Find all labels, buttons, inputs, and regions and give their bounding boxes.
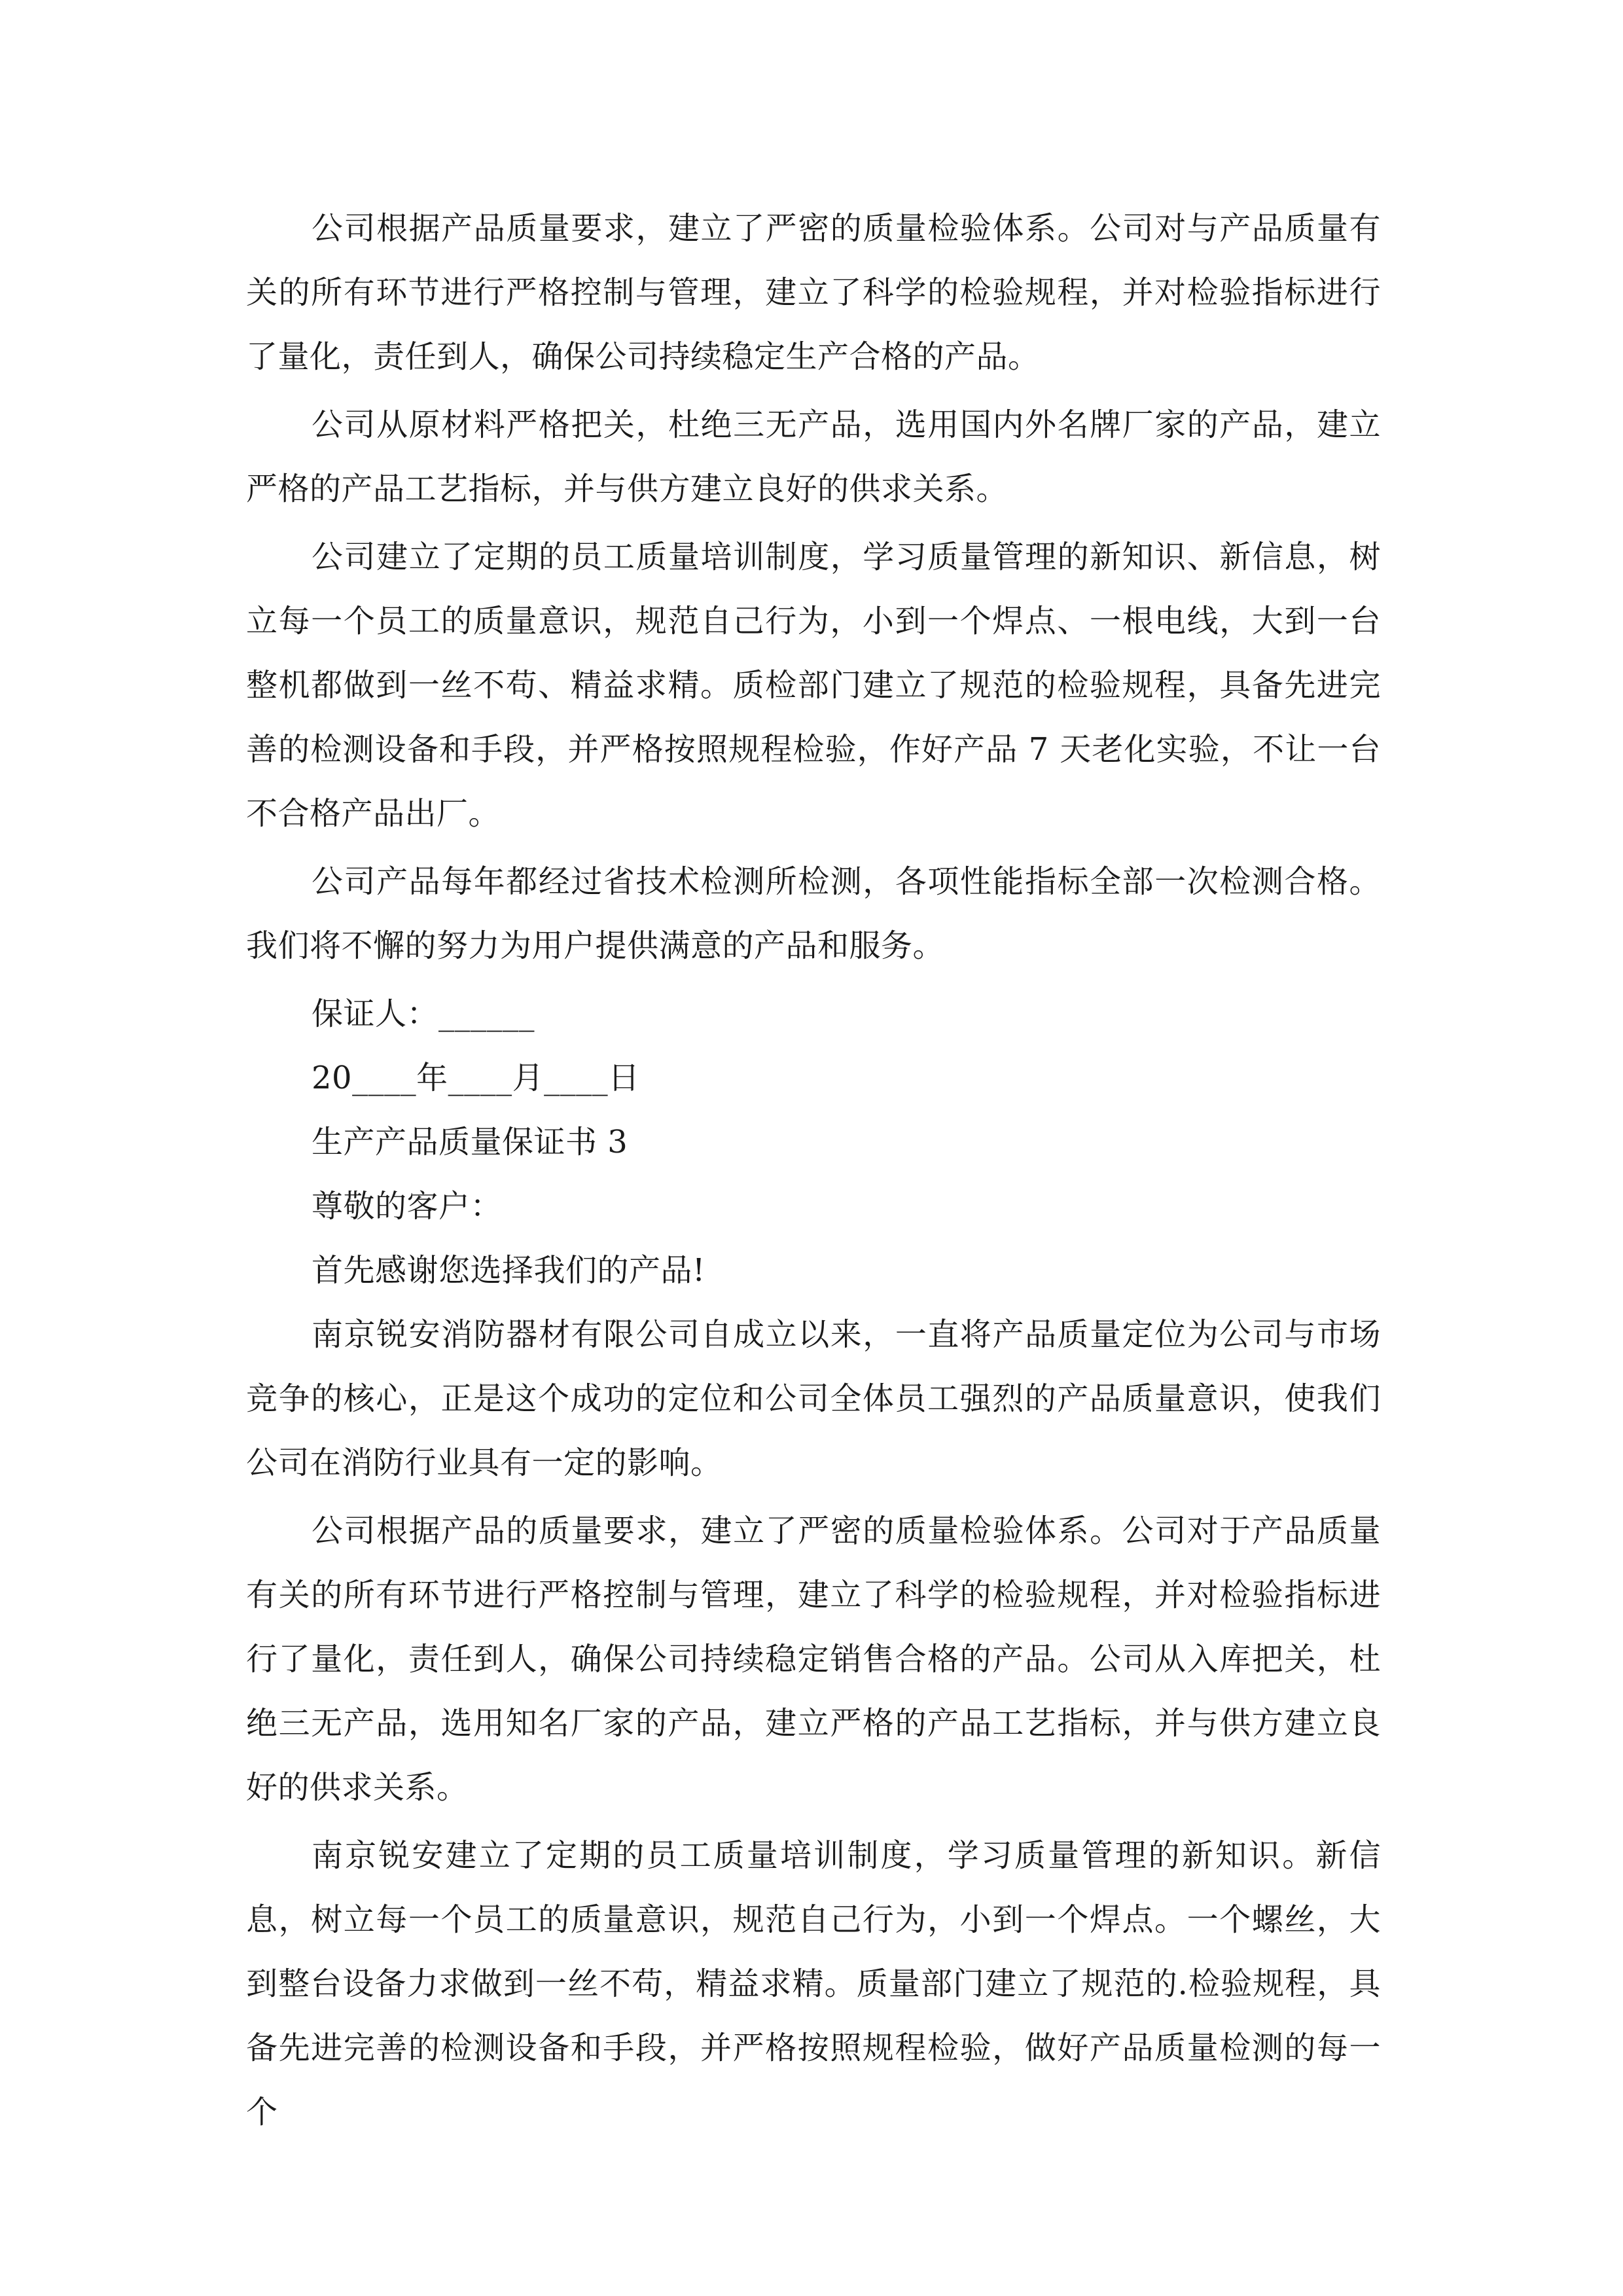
date-line: 20____年____月____日 xyxy=(312,1060,640,1096)
paragraph-quality-system-2: 公司根据产品的质量要求，建立了严密的质量检验体系。公司对于产品质量有关的所有环节进行严格控制与管理，建立了科学的检验规程，并对检验指标进行了量化，责任到人，确保公司持续稳定销售合格的产品。公司从入库把关，杜绝三无产品，选用知名厂家的产品，建立严格的产品工艺指标，并与供方建立良好的供求关系。 xyxy=(246,1513,1381,1806)
paragraph-company-intro: 南京锐安消防器材有限公司自成立以来，一直将产品质量定位为公司与市场竞争的核心，正是这个成功的定位和公司全体员工强烈的产品质量意识，使我们公司在消防行业具有一定的影响。 xyxy=(246,1316,1381,1481)
paragraph-inspection-system: 公司根据产品质量要求，建立了严密的质量检验体系。公司对与产品质量有关的所有环节进行严格控制与管理，建立了科学的检验规程，并对检验指标进行了量化，责任到人，确保公司持续稳定生产合格的产品。 xyxy=(246,210,1381,375)
guarantor-line: 保证人：______ xyxy=(312,996,535,1032)
thanks-line: 首先感谢您选择我们的产品! xyxy=(312,1252,705,1289)
salutation: 尊敬的客户： xyxy=(312,1188,503,1225)
paragraph-raw-materials: 公司从原材料严格把关，杜绝三无产品，选用国内外名牌厂家的产品，建立严格的产品工艺指标，并与供方建立良好的供求关系。 xyxy=(246,406,1381,507)
paragraph-staff-training: 公司建立了定期的员工质量培训制度，学习质量管理的新知识、新信息，树立每一个员工的质量意识，规范自己行为，小到一个焊点、一根电线，大到一台整机都做到一丝不苟、精益求精。质检部门建立了规范的检验规程，具备先进完善的检测设备和手段，并严格按照规程检验，作好产品 7 天老化实验，不让一台不合格产品出厂。 xyxy=(246,539,1381,832)
paragraph-annual-testing: 公司产品每年都经过省技术检测所检测，各项性能指标全部一次检测合格。我们将不懈的努力为用户提供满意的产品和服务。 xyxy=(246,863,1381,964)
document-body xyxy=(246,196,1381,2144)
section-title: 生产产品质量保证书 3 xyxy=(312,1124,628,1160)
paragraph-training-2: 南京锐安建立了定期的员工质量培训制度，学习质量管理的新知识。新信息，树立每一个员工的质量意识，规范自己行为，小到一个焊点。一个螺丝，大到整台设备力求做到一丝不苟，精益求精。质量部门建立了规范的.检验规程，具备先进完善的检测设备和手段，并严格按照规程检验，做好产品质量检测的每一个 xyxy=(246,1837,1381,2130)
